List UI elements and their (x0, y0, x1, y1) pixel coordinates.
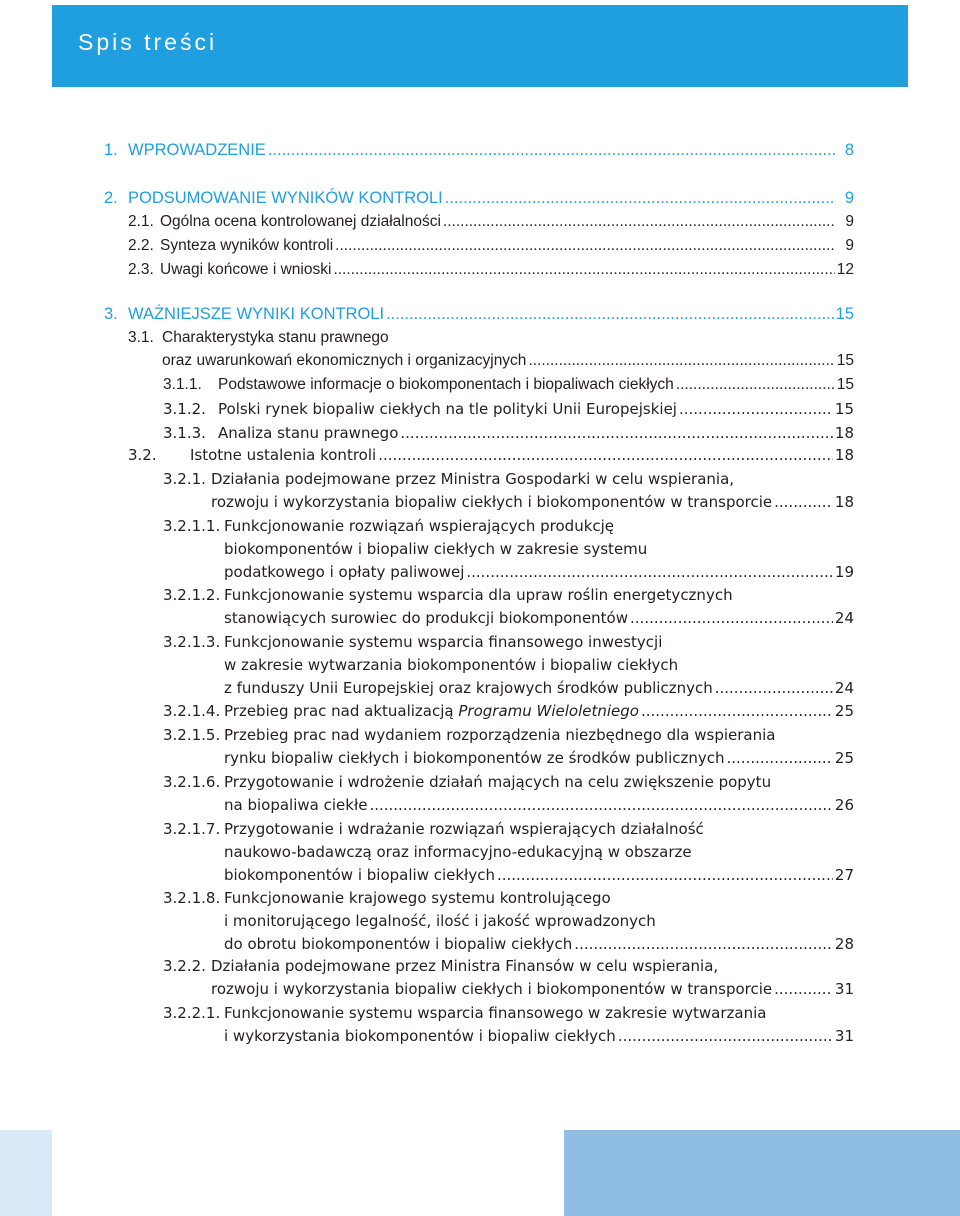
toc-entry-number: 3.2.1.2. (163, 586, 221, 604)
toc-page-number[interactable]: 31 (834, 980, 854, 998)
toc-entry-title[interactable]: Analiza stanu prawnego (218, 424, 399, 442)
toc-entry-title[interactable]: Przygotowanie i wdrożenie działań mających na celu zwiększenie popytu (224, 773, 772, 791)
toc-leader-dots (466, 561, 833, 583)
toc-leader-dots (386, 303, 834, 325)
toc-page-number[interactable]: 9 (845, 213, 854, 230)
toc-page-number[interactable]: 18 (834, 424, 854, 442)
toc-entry-number: 3.2. (128, 446, 157, 464)
toc-leader-dots (443, 211, 836, 233)
toc-leader-dots (676, 374, 835, 396)
toc-leader-dots (727, 747, 833, 769)
toc-page-number[interactable]: 19 (834, 563, 854, 581)
toc-leader-dots (774, 491, 833, 513)
toc-leader-dots (574, 933, 833, 955)
toc-entry-number: 3.1.3. (163, 424, 206, 442)
toc-leader-dots (630, 607, 833, 629)
toc-entry-title[interactable]: Funkcjonowanie systemu wsparcia dla upraw roślin energetycznych (224, 586, 733, 604)
toc-entry-title[interactable]: Charakterystyka stanu prawnego (162, 329, 389, 346)
toc-page-number[interactable]: 15 (836, 376, 854, 393)
toc-entry-number: 3.2.1.5. (163, 726, 221, 744)
toc-entry-number: 1. (104, 141, 118, 159)
toc-entry-title[interactable]: do obrotu biokomponentów i biopaliw ciekłych (224, 935, 573, 953)
toc-entry-title[interactable]: PODSUMOWANIE WYNIKÓW KONTROLI (128, 189, 443, 207)
toc-page-number[interactable]: 25 (834, 702, 854, 720)
toc-entry-number: 3. (104, 305, 118, 323)
title-bar (52, 5, 908, 87)
toc-entry-title[interactable]: podatkowego i opłaty paliwowej (224, 563, 465, 581)
toc-leader-dots (335, 235, 836, 257)
toc-entry-title[interactable]: Uwagi końcowe i wnioski (160, 261, 332, 278)
toc-page-number[interactable]: 28 (834, 935, 854, 953)
toc-entry-title[interactable]: Funkcjonowanie systemu wsparcia finansowego inwestycji (224, 633, 663, 651)
toc-entry-title[interactable]: Funkcjonowanie systemu wsparcia finansowego w zakresie wytwarzania (224, 1004, 767, 1022)
toc-entry-number: 3.1.1. (163, 376, 202, 393)
toc-page-number[interactable]: 15 (834, 400, 854, 418)
toc-leader-dots (715, 677, 833, 699)
toc-leader-dots (369, 794, 832, 816)
toc-page-number[interactable]: 15 (835, 305, 854, 323)
toc-leader-dots (268, 139, 836, 161)
toc-entry-number: 2. (104, 189, 118, 207)
toc-entry-title[interactable]: i wykorzystania biokomponentów i biopaliw ciekłych (224, 1027, 616, 1045)
toc-entry-title[interactable]: na biopaliwa ciekłe (224, 796, 368, 814)
toc-entry-number: 3.2.1.4. (163, 702, 221, 720)
footer-band-left (0, 1130, 52, 1216)
toc-page-number[interactable]: 8 (844, 141, 854, 159)
toc-entry-title[interactable]: Przygotowanie i wdrażanie rozwiązań wspierających działalność (224, 820, 704, 838)
toc-leader-dots (378, 444, 833, 466)
toc-page-number[interactable]: 18 (834, 446, 854, 464)
toc-entry-number: 3.2.1.8. (163, 889, 221, 907)
toc-entry-title[interactable]: WAŻNIEJSZE WYNIKI KONTROLI (128, 305, 385, 323)
footer-band-right (564, 1130, 960, 1216)
toc-entry-number: 3.2.1.1. (163, 517, 221, 535)
toc-page-number[interactable]: 26 (834, 796, 854, 814)
toc-entry-title[interactable]: Przebieg prac nad wydaniem rozporządzenia niezbędnego dla wspierania (224, 726, 776, 744)
toc-entry-number: 3.2.1.3. (163, 633, 221, 651)
toc-entry-number: 2.3. (128, 261, 154, 278)
toc-entry-title[interactable]: Ogólna ocena kontrolowanej działalności (160, 213, 441, 230)
toc-leader-dots (774, 978, 833, 1000)
toc-page-number[interactable]: 15 (836, 352, 854, 369)
toc-entry-title[interactable]: z funduszy Unii Europejskiej oraz krajowych środków publicznych (224, 679, 713, 697)
toc-entry-title[interactable]: Istotne ustalenia kontroli (190, 446, 377, 464)
toc-entry-title[interactable]: Działania podejmowane przez Ministra Finansów w celu wspierania, (211, 957, 719, 975)
toc-leader-dots (333, 259, 834, 281)
toc-entry-number: 3.1.2. (163, 400, 206, 418)
toc-entry-title[interactable]: naukowo-badawczą oraz informacyjno-edukacyjną w obszarze (224, 843, 692, 861)
toc-entry-title[interactable]: Działania podejmowane przez Ministra Gospodarki w celu wspierania, (211, 470, 735, 488)
toc-leader-dots (445, 187, 836, 209)
toc-entry-title[interactable]: WPROWADZENIE (128, 141, 266, 159)
toc-entry-title[interactable]: w zakresie wytwarzania biokomponentów i biopaliw ciekłych (224, 656, 679, 674)
toc-entry-number: 3.2.2.1. (163, 1004, 221, 1022)
toc-page-number[interactable]: 24 (834, 609, 854, 627)
toc-leader-dots (497, 864, 833, 886)
toc-entry-title[interactable]: Polski rynek biopaliw ciekłych na tle polityki Unii Europejskiej (218, 400, 677, 418)
toc-entry-title[interactable]: i monitorującego legalność, ilość i jakość wprowadzonych (224, 912, 656, 930)
toc-entry-title[interactable]: rynku biopaliw ciekłych i biokomponentów ze środków publicznych (224, 749, 725, 767)
toc-entry-title[interactable]: biokomponentów i biopaliw ciekłych (224, 866, 495, 884)
toc-entry-title[interactable]: Funkcjonowanie rozwiązań wspierających produkcję (224, 517, 615, 535)
toc-leader-dots (528, 350, 834, 372)
toc-entry-number: 2.1. (128, 213, 154, 230)
toc-entry-title[interactable]: oraz uwarunkowań ekonomicznych i organizacyjnych (162, 352, 527, 369)
toc-entry-title[interactable]: stanowiących surowiec do produkcji biokomponentów (224, 609, 629, 627)
toc-entry-number: 2.2. (128, 237, 154, 254)
toc-entry-number: 3.2.1. (163, 470, 206, 488)
toc-page-number[interactable]: 24 (834, 679, 854, 697)
toc-entry-title[interactable]: rozwoju i wykorzystania biopaliw ciekłych i biokomponentów w transporcie (211, 493, 773, 511)
toc-entry-number: 3.2.1.6. (163, 773, 221, 791)
toc-entry-number: 3.2.2. (163, 957, 206, 975)
toc-entry-title[interactable]: biokomponentów i biopaliw ciekłych w zakresie systemu (224, 540, 648, 558)
toc-leader-dots (618, 1025, 833, 1047)
toc-page-number[interactable]: 12 (836, 261, 854, 278)
toc-entry-title[interactable]: Synteza wyników kontroli (160, 237, 334, 254)
toc-page-number[interactable]: 18 (834, 493, 854, 511)
toc-page-number[interactable]: 25 (834, 749, 854, 767)
toc-leader-dots (400, 422, 833, 444)
toc-entry-title[interactable]: rozwoju i wykorzystania biopaliw ciekłych i biokomponentów w transporcie (211, 980, 773, 998)
toc-leader-dots (679, 398, 833, 420)
toc-entry-number: 3.2.1.7. (163, 820, 221, 838)
toc-leader-dots (641, 700, 833, 722)
toc-page-number[interactable]: 31 (834, 1027, 854, 1045)
toc-entry-title[interactable]: Podstawowe informacje o biokomponentach i biopaliwach ciekłych (218, 376, 674, 393)
toc-page-number[interactable]: 9 (844, 189, 854, 207)
toc-page-number[interactable]: 27 (834, 866, 854, 884)
toc-entry-title[interactable]: Funkcjonowanie krajowego systemu kontrolującego (224, 889, 611, 907)
page-title: Spis treści (78, 29, 218, 55)
toc-page-number[interactable]: 9 (845, 237, 854, 254)
toc-entry-title[interactable]: Przebieg prac nad aktualizacją Programu Wieloletniego (224, 702, 639, 720)
toc-entry-number: 3.1. (128, 329, 154, 346)
